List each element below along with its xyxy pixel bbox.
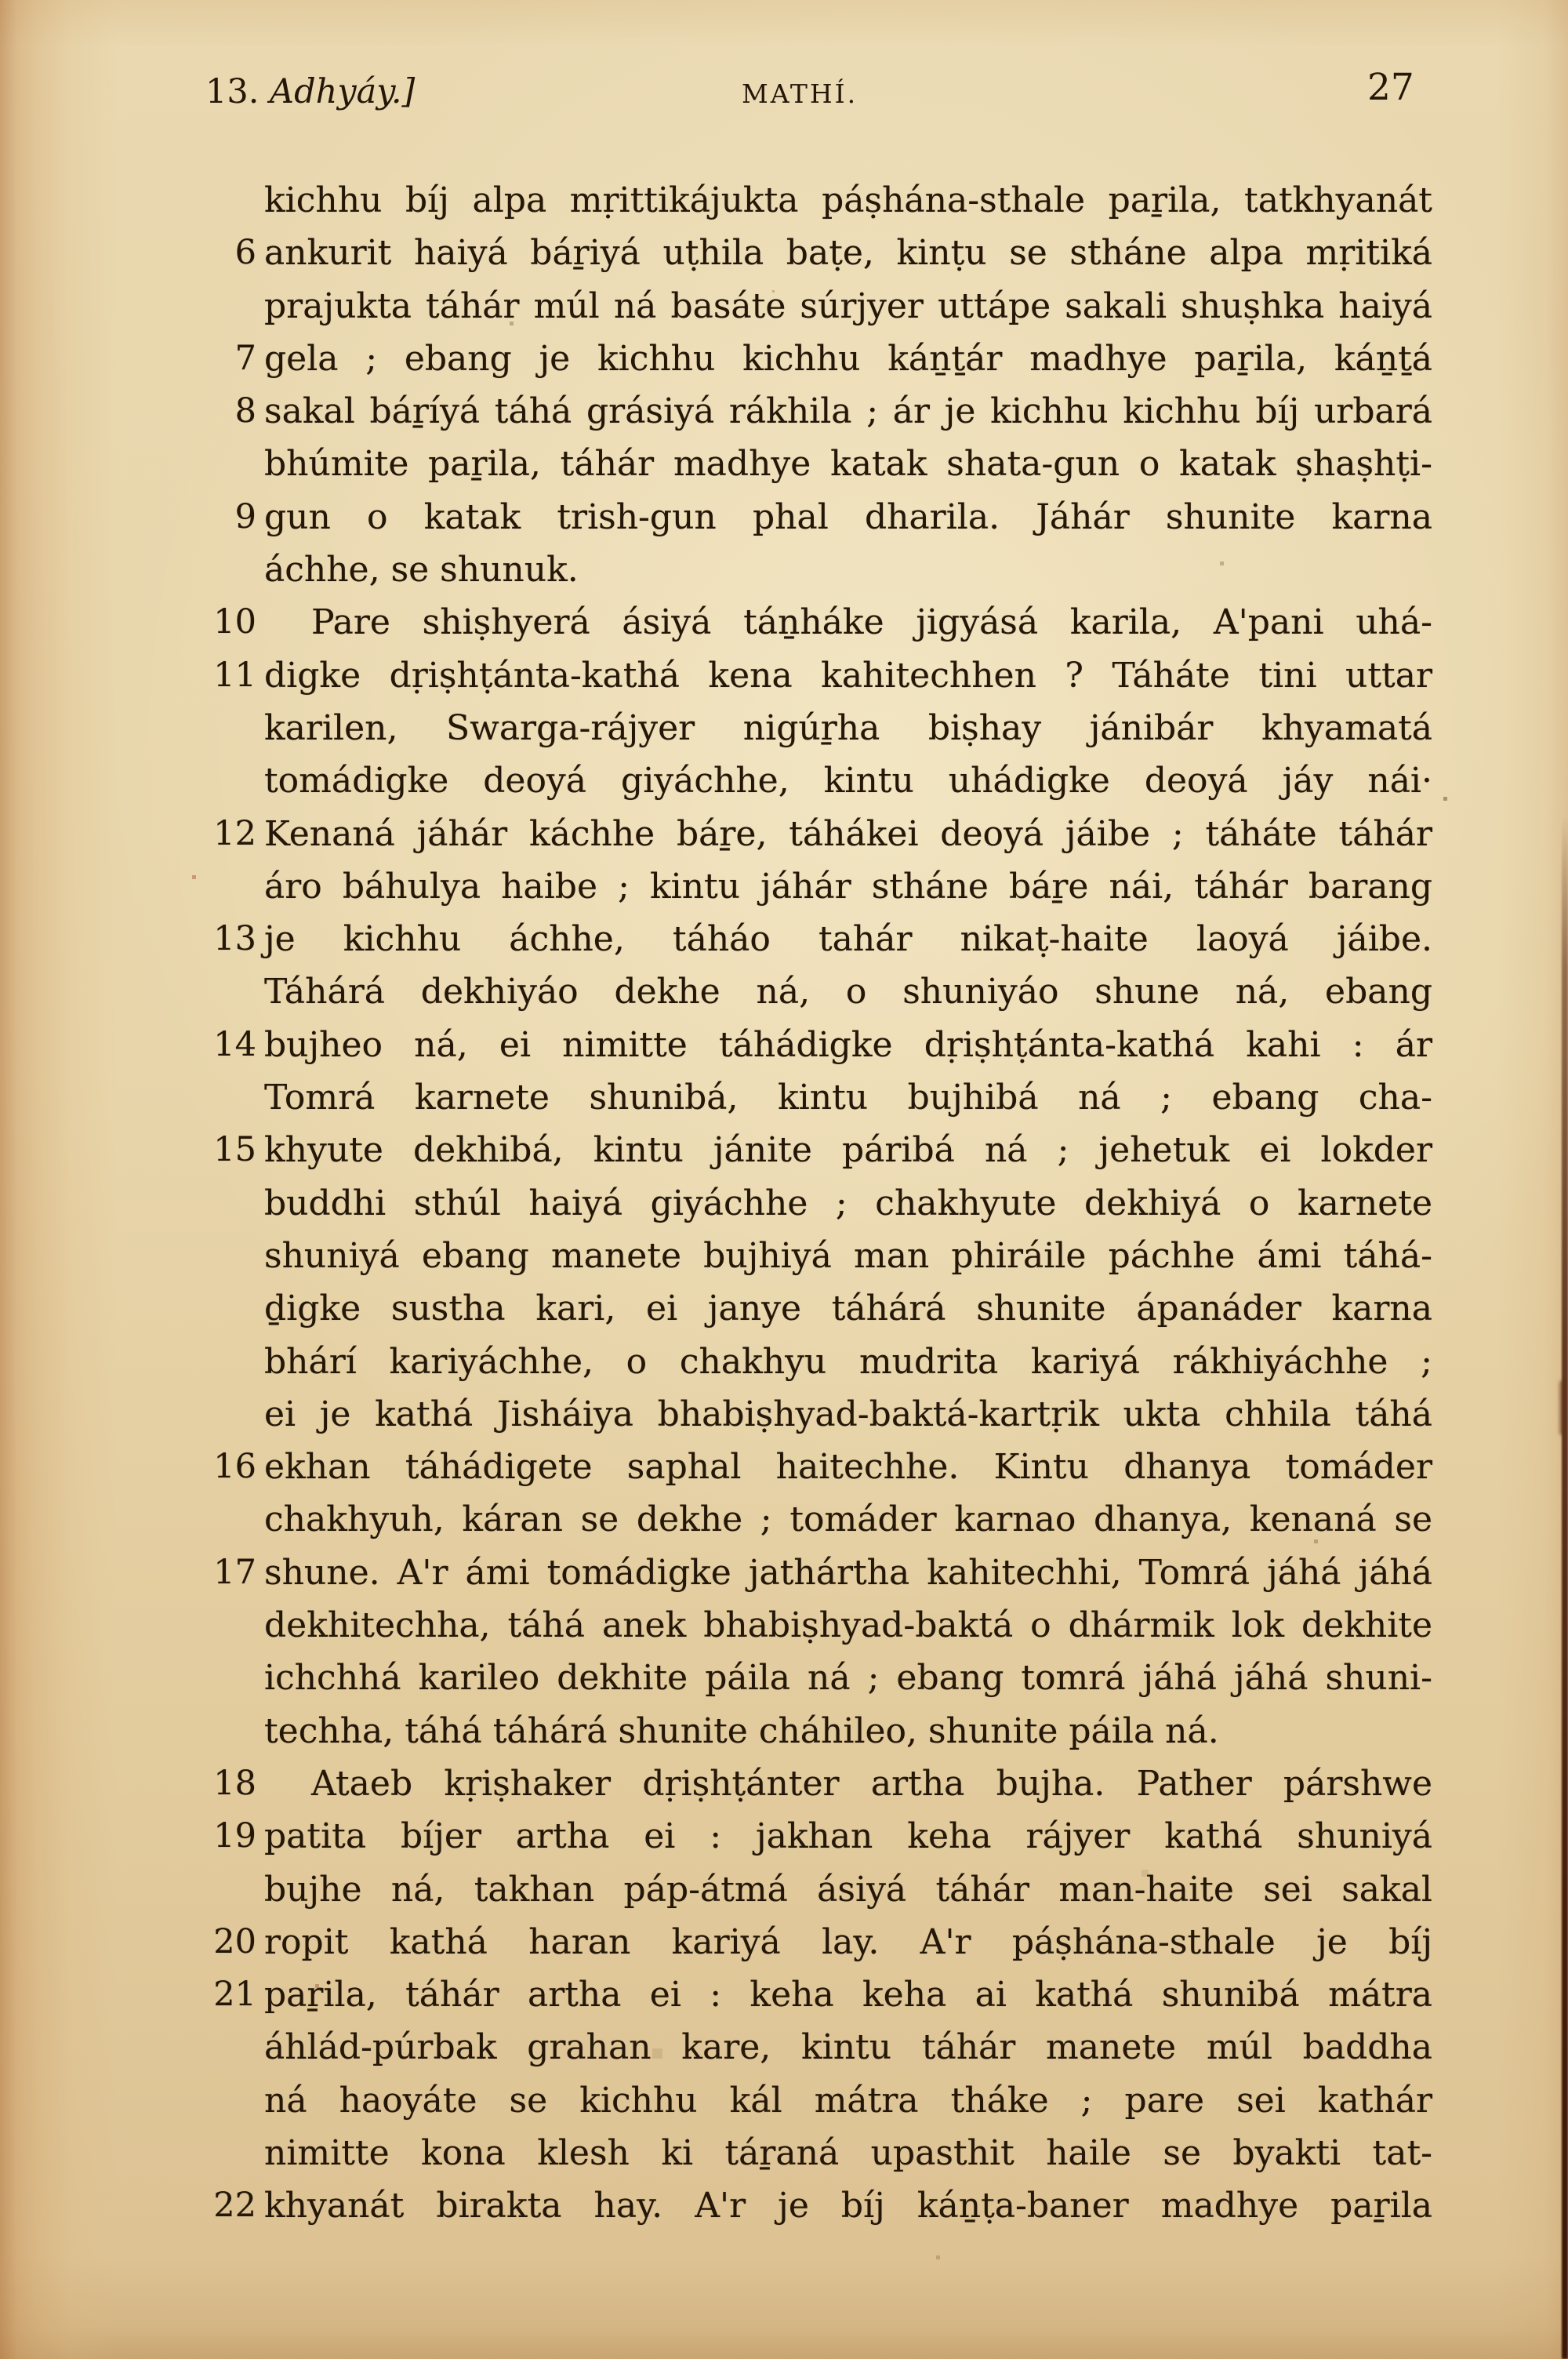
text-line <box>264 702 1432 754</box>
text-line <box>264 1705 1432 1757</box>
verse-number: 21 <box>213 1975 256 2015</box>
paper-specks <box>0 0 1 1</box>
line-text: ekhan táhádigete saphal haitechhe. Kintu dhanya tomáder <box>264 1447 1432 1488</box>
line-text: patita bíjer artha ei : jakhan keha rájyer kathá shuniyá <box>264 1816 1432 1857</box>
line-text: khyute dekhibá, kintu jánite páribá ná ; jehetuk ei lokder <box>264 1130 1432 1171</box>
line-text: sakal báṟíyá táhá grásiyá rákhila ; ár je kichhu kichhu bíj urbará <box>264 391 1432 432</box>
line-text: gun o katak trish-gun phal dharila. Jáhár shunite karna <box>264 496 1432 537</box>
verse-number: 14 <box>213 1024 256 1064</box>
text-line <box>264 1388 1432 1441</box>
line-text: ei je kathá Jisháiya bhabiṣhyad-baktá-kartṛik ukta chhila táhá <box>264 1394 1432 1434</box>
line-text: prajukta táhár múl ná basáte súrjyer uttápe sakali shuṣhka haiyá <box>264 285 1432 326</box>
line-text: Tomrá karnete shunibá, kintu bujhibá ná ; ebang cha- <box>264 1078 1432 1118</box>
text-line <box>264 1863 1432 1916</box>
line-text: áro báhulya haibe ; kintu jáhár stháne báṟe nái, táhár barang <box>264 866 1432 907</box>
text-line <box>264 754 1432 807</box>
text-line <box>264 543 1432 596</box>
chapter-header <box>205 72 415 111</box>
line-text: bhárí kariyáchhe, o chakhyu mudrita kariyá rákhiyáchhe ; <box>264 1341 1432 1382</box>
page-number: 27 <box>1367 66 1414 109</box>
text-line <box>213 1757 1432 1810</box>
text-line <box>264 1336 1432 1388</box>
text-line <box>213 1916 1432 1968</box>
line-text: je kichhu áchhe, táháo tahár nikaṭ-haite laoyá jáibe. <box>264 919 1432 960</box>
text-line <box>264 1071 1432 1124</box>
line-text: Kenaná jáhár káchhe báṟe, táhákei deoyá jáibe ; táháte táhár <box>264 813 1432 854</box>
text-line <box>264 1230 1432 1282</box>
running-title: MATHÍ. <box>742 78 858 109</box>
text-line <box>264 2021 1432 2074</box>
text-line <box>213 913 1432 965</box>
line-text: áhlád-púrbak grahan kare, kintu táhár manete múl baddha <box>264 2027 1432 2068</box>
line-text: bhúmite paṟila, táhár madhye katak shata-gun o katak ṣhaṣhṭi- <box>264 444 1432 485</box>
text-line <box>213 1547 1432 1599</box>
line-text: ḏigke sustha kari, ei janye táhárá shunite ápanáder karna <box>264 1289 1432 1329</box>
line-text: bujheo ná, ei nimitte táhádigke dṛiṣhṭánta-kathá kahi : ár <box>264 1024 1432 1065</box>
text-block <box>213 174 1432 2233</box>
page-edge-stain <box>1559 1380 1565 1435</box>
text-line <box>234 333 1432 385</box>
line-text: nimitte kona klesh ki táṟaná upasthit haile se byakti tat- <box>264 2132 1432 2173</box>
line-text: ankurit haiyá báṟiyá uṭhila baṭe, kinṭu se stháne alpa mṛitiká <box>264 233 1432 274</box>
text-line <box>234 491 1432 543</box>
text-line <box>264 1652 1432 1704</box>
text-line <box>264 280 1432 333</box>
text-line <box>213 1124 1432 1176</box>
text-line <box>234 385 1432 438</box>
text-line <box>264 2127 1432 2179</box>
text-line <box>213 2179 1432 2232</box>
line-text: kichhu bíj alpa mṛittikájukta páṣhána-sthale paṟila, tatkhyanát <box>264 180 1432 220</box>
verse-number: 16 <box>213 1447 256 1487</box>
line-text: shune. A'r ámi tomádigke jathártha kahitechhi, Tomrá jáhá jáhá <box>264 1552 1432 1593</box>
text-line <box>213 1810 1432 1863</box>
verse-number: 10 <box>213 602 256 642</box>
text-line <box>213 808 1432 860</box>
verse-number: 19 <box>213 1816 256 1856</box>
line-text: ropit kathá haran kariyá lay. A'r páṣhána-sthale je bíj <box>264 1921 1432 1962</box>
line-text: bujhe ná, takhan páp-átmá ásiyá táhár man-haite sei sakal <box>264 1869 1432 1910</box>
page-header <box>0 66 1568 113</box>
verse-number: 12 <box>213 813 256 853</box>
text-line <box>264 965 1432 1018</box>
verse-number: 11 <box>213 655 256 695</box>
verse-number: 20 <box>213 1921 256 1961</box>
line-text: ná haoyáte se kichhu kál mátra tháke ; pare sei kathár <box>264 2080 1432 2121</box>
line-text: Táhárá dekhiyáo dekhe ná, o shuniyáo shune ná, ebang <box>264 972 1432 1012</box>
verse-number: 15 <box>213 1130 256 1170</box>
verse-number: 7 <box>234 338 256 378</box>
text-line <box>264 438 1432 490</box>
line-text: Pare shiṣhyerá ásiyá táṉháke jigyásá karila, A'pani uhá- <box>311 602 1432 643</box>
chapter-title: Adhyáy.] <box>259 72 416 111</box>
text-line <box>264 1493 1432 1546</box>
text-line <box>264 2074 1432 2127</box>
line-text: shuniyá ebang manete bujhiyá man phiráile páchhe ámi táhá- <box>264 1235 1432 1276</box>
verse-number: 22 <box>213 2186 256 2226</box>
line-text: chakhyuh, káran se dekhe ; tomáder karnao dhanya, kenaná se <box>264 1499 1432 1540</box>
text-line <box>213 1019 1432 1071</box>
text-line <box>264 860 1432 913</box>
line-text: Ataeb kṛiṣhaker dṛiṣhṭánter artha bujha. Pather párshwe <box>311 1763 1432 1804</box>
verse-number: 8 <box>234 391 256 431</box>
line-text: digke dṛiṣhṭánta-kathá kena kahitechhen ? Táháte tini uttar <box>264 655 1432 696</box>
verse-number: 13 <box>213 919 256 959</box>
line-text: buddhi sthúl haiyá giyáchhe ; chakhyute dekhiyá o karnete <box>264 1183 1432 1223</box>
chapter-number: 13. <box>205 72 260 111</box>
text-line <box>264 174 1432 227</box>
text-line <box>213 1441 1432 1493</box>
verse-number: 9 <box>234 496 256 536</box>
text-line <box>213 649 1432 702</box>
text-line <box>234 227 1432 279</box>
page-edge-shadow <box>1562 816 1568 2359</box>
line-text: áchhe, se shunuk. <box>264 550 579 591</box>
text-line <box>264 1177 1432 1230</box>
line-text: paṟila, táhár artha ei : keha keha ai kathá shunibá mátra <box>264 1975 1432 2016</box>
verse-number: 17 <box>213 1552 256 1592</box>
text-line <box>213 596 1432 649</box>
line-text: dekhitechha, táhá anek bhabiṣhyad-baktá o dhármik lok dekhite <box>264 1605 1432 1646</box>
line-text: khyanát birakta hay. A'r je bíj káṉṭa-baner madhye paṟila <box>264 2186 1432 2226</box>
text-line <box>264 1282 1432 1335</box>
line-text: ichchhá karileo dekhite páila ná ; ebang tomrá jáhá jáhá shuni- <box>264 1658 1432 1699</box>
text-line <box>264 1599 1432 1652</box>
line-text: karilen, Swarga-rájyer nigúṟha biṣhay jánibár khyamatá <box>264 707 1432 748</box>
line-text: gela ; ebang je kichhu kichhu káṉṯár madhye paṟila, káṉṯá <box>264 338 1432 379</box>
verse-number: 6 <box>234 233 256 273</box>
verse-number: 18 <box>213 1763 256 1803</box>
text-line <box>213 1968 1432 2021</box>
line-text: techha, táhá táhárá shunite cháhileo, shunite páila ná. <box>264 1710 1219 1751</box>
line-text: tomádigke deoyá giyáchhe, kintu uhádigke deoyá jáy nái· <box>264 761 1432 801</box>
